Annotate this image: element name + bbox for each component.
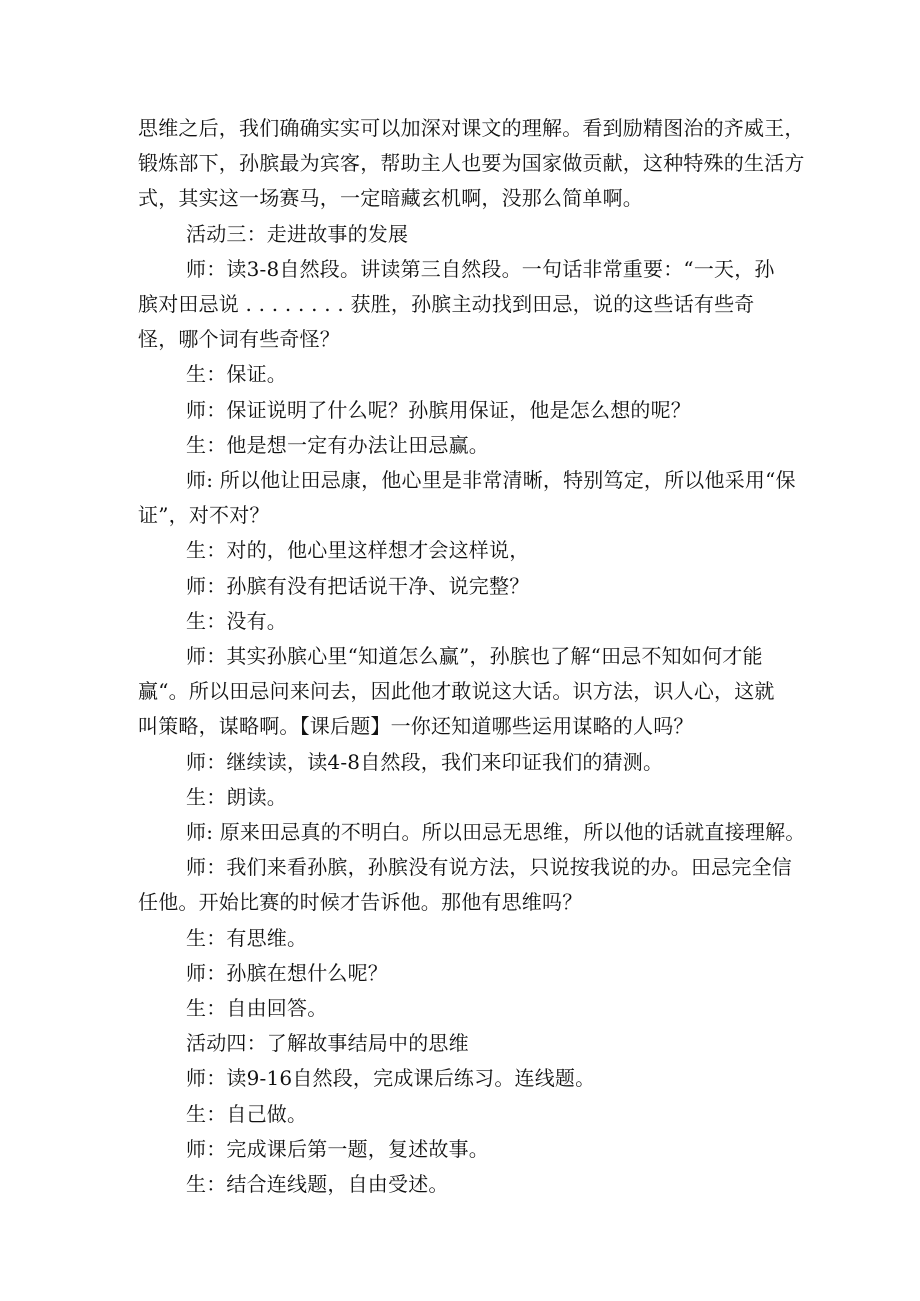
text-line: 师: 所以他让田忌康，他心里是非常清晰，特别笃定，所以他采用“保 bbox=[186, 468, 796, 493]
dialogue-line bbox=[138, 1097, 788, 1132]
paragraph bbox=[138, 111, 805, 217]
text-line: 叫策略，谋略啊。【课后题】一你还知道哪些运用谋略的人吗？ bbox=[138, 714, 694, 739]
paragraph bbox=[138, 639, 788, 745]
paragraph bbox=[138, 850, 792, 920]
dialogue-line bbox=[138, 604, 788, 639]
text-line: 生：有思维。 bbox=[186, 925, 308, 950]
text-line: 证”，对不对？ bbox=[138, 503, 270, 528]
text-line: 式，其实这一场赛马，一定暗藏玄机啊，没那么简单啊。 bbox=[138, 186, 643, 211]
dialogue-line bbox=[138, 569, 788, 604]
text-line: 师：孙膑在想什么呢？ bbox=[186, 960, 388, 985]
text-line: 师：读9-16自然段，完成课后练习。连线题。 bbox=[186, 1066, 596, 1091]
dialogue-line bbox=[138, 956, 788, 991]
text-line: 生：自由回答。 bbox=[186, 996, 328, 1021]
dialogue-line bbox=[138, 1167, 788, 1202]
dialogue-line bbox=[138, 780, 788, 815]
document-body bbox=[138, 111, 806, 1202]
text-line: 活动三：走进故事的发展 bbox=[186, 221, 409, 246]
text-line: 思维之后，我们确确实实可以加深对课文的理解。看到励精图治的齐威王， bbox=[138, 116, 805, 140]
dialogue-line bbox=[138, 1061, 788, 1096]
dialogue-line bbox=[138, 745, 788, 780]
text-line: 生：他是想一定有办法让田忌赢。 bbox=[186, 432, 489, 457]
text-line: 膑对田忌说 . . . . . . . . 获胜，孙膑主动找到田忌，说的这些话有些奇 bbox=[138, 292, 755, 317]
text-line: 生：朗读。 bbox=[186, 784, 287, 809]
text-line: 师：完成课后第一题，复述故事。 bbox=[186, 1136, 489, 1161]
dialogue-line bbox=[138, 991, 788, 1026]
dialogue-line bbox=[138, 815, 806, 850]
text-line: 生：没有。 bbox=[186, 608, 287, 633]
text-line: 师: 原来田忌真的不明白。所以田忌无思维，所以他的话就直接理解。 bbox=[186, 820, 806, 845]
text-line: 生：对的，他心里这样想才会这样说， bbox=[186, 538, 530, 563]
text-line: 师：读3-8自然段。讲读第三自然段。一句话非常重要：“一天，孙 bbox=[186, 256, 775, 281]
text-line: 怪，哪个词有些奇怪？ bbox=[138, 327, 340, 352]
text-line: 任他。开始比赛的时候才告诉他。那他有思维吗？ bbox=[138, 890, 583, 915]
text-line: 师：保证说明了什么呢？孙膑用保证，他是怎么想的呢？ bbox=[186, 397, 691, 422]
section-heading-activity-3 bbox=[138, 217, 788, 252]
text-line: 师：孙膑有没有把话说干净、说完整？ bbox=[186, 573, 530, 598]
dialogue-line bbox=[138, 533, 788, 568]
text-line: 师：其实孙膑心里“知道怎么赢”，孙膑也了解“田忌不知如何才能 bbox=[186, 644, 763, 669]
paragraph bbox=[138, 252, 788, 358]
dialogue-line bbox=[138, 393, 788, 428]
text-line: 锻炼部下，孙膑最为宾客，帮助主人也要为国家做贡献，这种特殊的生活方 bbox=[138, 151, 805, 176]
text-line: 师：我们来看孙膑，孙膑没有说方法，只说按我说的办。田忌完全信 bbox=[186, 855, 792, 880]
text-line: 生：保证。 bbox=[186, 362, 287, 387]
text-line: 活动四：了解故事结局中的思维 bbox=[186, 1031, 469, 1056]
dialogue-line bbox=[138, 921, 788, 956]
text-line: 师：继续读，读4-8自然段，我们来印证我们的猜测。 bbox=[186, 749, 664, 774]
section-heading-activity-4 bbox=[138, 1026, 788, 1061]
text-line: 生：结合连线题，自由受述。 bbox=[186, 1172, 449, 1197]
dialogue-line bbox=[138, 357, 788, 392]
dialogue-line bbox=[138, 1132, 788, 1167]
paragraph bbox=[138, 463, 796, 533]
dialogue-line bbox=[138, 428, 788, 463]
text-line: 生：自己做。 bbox=[186, 1101, 308, 1126]
text-line: 赢“。所以田忌问来问去，因此他才敢说这大话。识方法，识人心，这就 bbox=[138, 679, 775, 704]
